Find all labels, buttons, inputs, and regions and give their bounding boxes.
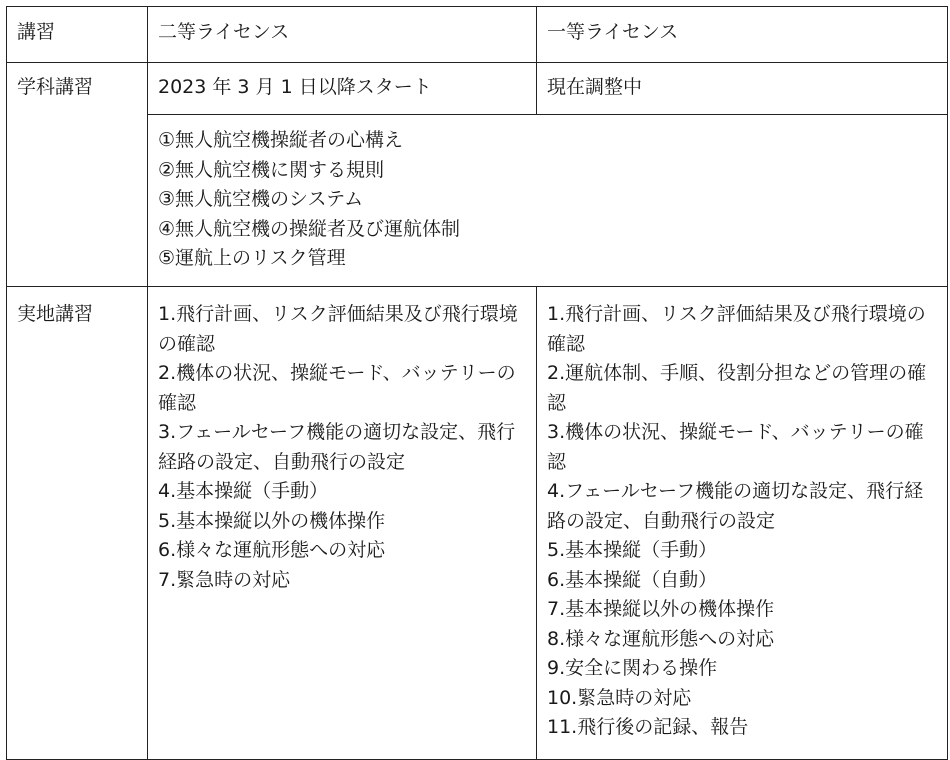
subject-item: ②無人航空機に関する規則 <box>158 158 385 181</box>
practical-item: 3.フェールセーフ機能の適切な設定、飛行経路の設定、自動飛行の設定 <box>158 421 516 473</box>
header-first-class-cell: 一等ライセンス <box>537 7 948 63</box>
practical-item: 6.様々な運航形態への対応 <box>158 539 386 561</box>
practical-item: 2.機体の状況、操縦モード、バッテリーの確認 <box>158 362 516 414</box>
subject-item: ③無人航空機のシステム <box>158 188 364 210</box>
practical-item: 5.基本操縦以外の機体操作 <box>158 509 386 532</box>
practical-first-class-cell <box>537 287 948 760</box>
practical-item: 10.緊急時の対応 <box>547 686 692 709</box>
academic-first-class-cell: 現在調整中 <box>537 63 948 115</box>
license-course-table <box>6 6 948 760</box>
academic-subjects-row <box>7 115 948 287</box>
subject-item: ①無人航空機操縦者の心構え <box>158 129 404 151</box>
practical-label-cell: 実地講習 <box>7 287 148 760</box>
practical-item: 6.基本操縦（自動） <box>547 568 718 591</box>
academic-second-class-cell: 2023 年 3 月 1 日以降スタート <box>148 63 537 115</box>
practical-item: 7.緊急時の対応 <box>158 568 291 591</box>
practical-item: 1.飛行計画、リスク評価結果及び飛行環境の確認 <box>547 303 926 355</box>
subject-item: ⑤運航上のリスク管理 <box>158 247 346 269</box>
header-course-cell: 講習 <box>7 7 148 63</box>
practical-item: 11.飛行後の記録、報告 <box>547 716 749 738</box>
practical-item: 9.安全に関わる操作 <box>547 657 718 679</box>
practical-second-class-cell <box>148 287 537 760</box>
header-second-class-cell: 二等ライセンス <box>148 7 537 63</box>
academic-label-cell: 学科講習 <box>7 63 148 287</box>
subject-item: ④無人航空機の操縦者及び運航体制 <box>158 217 461 240</box>
practical-item: 3.機体の状況、操縦モード、バッテリーの確認 <box>547 421 924 473</box>
academic-row <box>7 63 948 115</box>
practical-item: 8.様々な運航形態への対応 <box>547 627 775 650</box>
practical-item: 4.フェールセーフ機能の適切な設定、飛行経路の設定、自動飛行の設定 <box>547 480 924 532</box>
practical-row <box>7 287 948 760</box>
header-row <box>7 7 948 63</box>
practical-item: 1.飛行計画、リスク評価結果及び飛行環境の確認 <box>158 303 518 355</box>
practical-item: 5.基本操縦（手動） <box>547 539 718 561</box>
practical-item: 4.基本操縦（手動） <box>158 480 329 502</box>
practical-item: 7.基本操縦以外の機体操作 <box>547 598 775 620</box>
academic-subjects-cell <box>148 115 948 287</box>
practical-item: 2.運航体制、手順、役割分担などの管理の確認 <box>547 362 927 414</box>
